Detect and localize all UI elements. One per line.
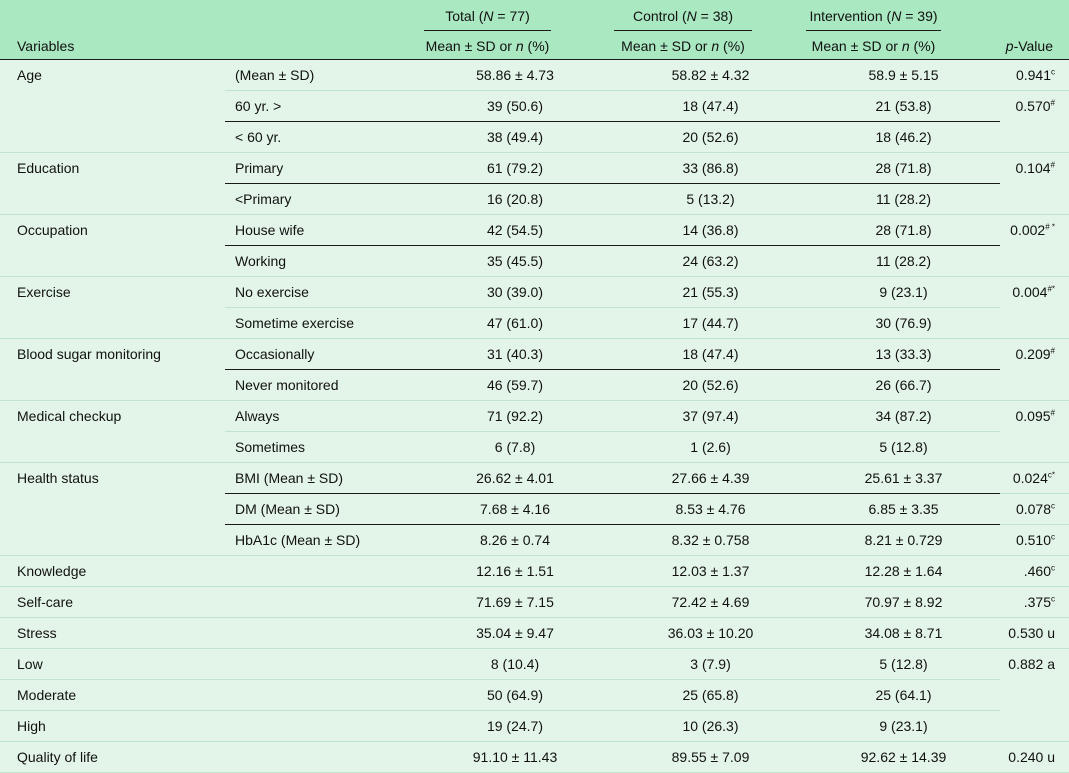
intervention-cell: 28 (71.8) (807, 153, 1000, 184)
p-value-footnote: # (1050, 408, 1055, 418)
intervention-cell: 5 (12.8) (807, 432, 1000, 463)
total-group-header: Total (N = 77) (424, 8, 551, 31)
p-value-footnote: c* (1047, 470, 1055, 480)
total-cell: 61 (79.2) (416, 153, 614, 184)
subgroup-cell: DM (Mean ± SD) (225, 494, 416, 525)
control-cell: 58.82 ± 4.32 (614, 60, 807, 91)
control-cell: 21 (55.3) (614, 277, 807, 308)
variable-cell: Self-care (0, 587, 225, 618)
table-row (0, 680, 1069, 711)
total-cell: 71.69 ± 7.15 (416, 587, 614, 618)
variable-cell: Stress (0, 618, 225, 649)
control-cell: 1 (2.6) (614, 432, 807, 463)
variable-cell: Low (0, 649, 225, 680)
variable-cell (0, 184, 225, 215)
total-cell: 35.04 ± 9.47 (416, 618, 614, 649)
total-cell: 8 (10.4) (416, 649, 614, 680)
p-value-cell (1000, 215, 1069, 246)
variable-cell: Moderate (0, 680, 225, 711)
table-body (0, 60, 1069, 773)
subgroup-cell (225, 711, 416, 742)
p-value-cell (1000, 91, 1069, 122)
subgroup-cell (225, 649, 416, 680)
p-value-cell (1000, 246, 1069, 277)
intervention-cell: 9 (23.1) (807, 277, 1000, 308)
variable-cell: High (0, 711, 225, 742)
table-row (0, 587, 1069, 618)
control-cell: 10 (26.3) (614, 711, 807, 742)
table-row (0, 463, 1069, 494)
intervention-cell: 34.08 ± 8.71 (807, 618, 1000, 649)
subgroup-cell (225, 618, 416, 649)
control-cell: 36.03 ± 10.20 (614, 618, 807, 649)
p-value: 0.002 (1010, 222, 1046, 238)
total-cell: 16 (20.8) (416, 184, 614, 215)
total-cell: 58.86 ± 4.73 (416, 60, 614, 91)
total-cell: 31 (40.3) (416, 339, 614, 370)
subgroup-cell: Always (225, 401, 416, 432)
p-value-footnote: #* (1047, 284, 1055, 294)
total-cell: 91.10 ± 11.43 (416, 742, 614, 773)
p-value-cell (1000, 308, 1069, 339)
subgroup-cell: Primary (225, 153, 416, 184)
intervention-cell: 70.97 ± 8.92 (807, 587, 1000, 618)
intervention-cell: 28 (71.8) (807, 215, 1000, 246)
p-value: 0.078 (1015, 501, 1051, 517)
variable-cell: Education (0, 153, 225, 184)
total-cell: 38 (49.4) (416, 122, 614, 153)
subgroup-cell: House wife (225, 215, 416, 246)
control-subheader: Mean ± SD or n (%) (621, 38, 745, 54)
control-cell: 17 (44.7) (614, 308, 807, 339)
intervention-cell: 25.61 ± 3.37 (807, 463, 1000, 494)
table-row (0, 649, 1069, 680)
p-value-cell (1000, 60, 1069, 91)
p-value-cell (1000, 122, 1069, 153)
control-cell: 20 (52.6) (614, 122, 807, 153)
p-value-cell (1000, 339, 1069, 370)
total-cell: 46 (59.7) (416, 370, 614, 401)
variable-cell: Medical checkup (0, 401, 225, 432)
subgroup-cell: Working (225, 246, 416, 277)
p-value: 0.941 (1015, 67, 1051, 83)
variable-cell (0, 494, 225, 525)
p-value-footnote: c (1051, 501, 1055, 511)
p-value-cell (1000, 494, 1069, 525)
p-value-cell (1000, 463, 1069, 494)
total-cell: 42 (54.5) (416, 215, 614, 246)
variable-cell (0, 525, 225, 556)
intervention-cell: 9 (23.1) (807, 711, 1000, 742)
table-row (0, 153, 1069, 184)
control-cell: 20 (52.6) (614, 370, 807, 401)
subgroup-cell (225, 556, 416, 587)
table-row (0, 184, 1069, 215)
control-cell: 37 (97.4) (614, 401, 807, 432)
intervention-cell: 21 (53.8) (807, 91, 1000, 122)
p-value: 0.024 (1012, 470, 1048, 486)
total-cell: 71 (92.2) (416, 401, 614, 432)
p-value-cell (1000, 680, 1069, 711)
intervention-cell: 11 (28.2) (807, 246, 1000, 277)
table-row (0, 494, 1069, 525)
p-value-footnote: c (1051, 67, 1055, 77)
p-value: 0.510 (1015, 532, 1051, 548)
variable-cell (0, 246, 225, 277)
subgroup-cell: Sometime exercise (225, 308, 416, 339)
control-cell: 12.03 ± 1.37 (614, 556, 807, 587)
p-value: 0.882 a (1008, 656, 1055, 672)
table-row (0, 525, 1069, 556)
p-value-cell (1000, 587, 1069, 618)
subgroup-cell: BMI (Mean ± SD) (225, 463, 416, 494)
intervention-cell: 26 (66.7) (807, 370, 1000, 401)
intervention-cell: 92.62 ± 14.39 (807, 742, 1000, 773)
variable-cell: Occupation (0, 215, 225, 246)
p-value-header: p-Value (1005, 38, 1053, 54)
total-cell: 30 (39.0) (416, 277, 614, 308)
p-value-footnote: c (1051, 563, 1055, 573)
total-subheader: Mean ± SD or n (%) (425, 38, 550, 54)
p-value: 0.104 (1015, 160, 1051, 176)
control-group-header: Control (N = 38) (614, 8, 752, 31)
intervention-cell: 58.9 ± 5.15 (807, 60, 1000, 91)
p-value-footnote: # * (1045, 222, 1055, 232)
control-cell: 33 (86.8) (614, 153, 807, 184)
p-value: 0.004 (1012, 284, 1048, 300)
variable-cell (0, 91, 225, 122)
table-row (0, 618, 1069, 649)
intervention-cell: 12.28 ± 1.64 (807, 556, 1000, 587)
control-cell: 8.53 ± 4.76 (614, 494, 807, 525)
table-row (0, 556, 1069, 587)
subgroup-cell: (Mean ± SD) (225, 60, 416, 91)
p-value-footnote: # (1050, 160, 1055, 170)
p-value-cell (1000, 618, 1069, 649)
p-value-cell (1000, 184, 1069, 215)
variable-cell: Blood sugar monitoring (0, 339, 225, 370)
subgroup-cell (225, 587, 416, 618)
variable-cell (0, 122, 225, 153)
total-cell: 12.16 ± 1.51 (416, 556, 614, 587)
p-value-footnote: # (1050, 346, 1055, 356)
subgroup-cell: Sometimes (225, 432, 416, 463)
p-value: 0.570 (1015, 98, 1051, 114)
p-value: .375 (1023, 594, 1051, 610)
intervention-cell: 6.85 ± 3.35 (807, 494, 1000, 525)
control-cell: 5 (13.2) (614, 184, 807, 215)
intervention-cell: 13 (33.3) (807, 339, 1000, 370)
p-value-footnote: c (1051, 532, 1055, 542)
p-value-cell (1000, 556, 1069, 587)
subgroup-cell: HbA1c (Mean ± SD) (225, 525, 416, 556)
control-cell: 24 (63.2) (614, 246, 807, 277)
total-cell: 50 (64.9) (416, 680, 614, 711)
control-cell: 3 (7.9) (614, 649, 807, 680)
control-cell: 18 (47.4) (614, 339, 807, 370)
p-value-cell (1000, 401, 1069, 432)
p-value-cell (1000, 525, 1069, 556)
table-row (0, 370, 1069, 401)
p-value-cell (1000, 711, 1069, 742)
table-row (0, 91, 1069, 122)
control-cell: 25 (65.8) (614, 680, 807, 711)
table-row (0, 711, 1069, 742)
intervention-cell: 8.21 ± 0.729 (807, 525, 1000, 556)
control-cell: 8.32 ± 0.758 (614, 525, 807, 556)
table-row (0, 246, 1069, 277)
p-value: 0.240 u (1008, 749, 1055, 765)
intervention-cell: 34 (87.2) (807, 401, 1000, 432)
table-row (0, 122, 1069, 153)
variable-cell: Knowledge (0, 556, 225, 587)
subgroup-cell: 60 yr. > (225, 91, 416, 122)
total-cell: 39 (50.6) (416, 91, 614, 122)
intervention-subheader: Mean ± SD or n (%) (811, 38, 936, 54)
p-value-cell (1000, 370, 1069, 401)
intervention-group-header: Intervention (N = 39) (806, 8, 941, 31)
table-header (0, 0, 1069, 60)
p-value: 0.209 (1015, 346, 1051, 362)
p-value-cell (1000, 649, 1069, 680)
p-value: 0.095 (1015, 408, 1051, 424)
control-cell: 89.55 ± 7.09 (614, 742, 807, 773)
table-row (0, 277, 1069, 308)
p-value-footnote: c (1051, 594, 1055, 604)
table-row (0, 339, 1069, 370)
intervention-cell: 11 (28.2) (807, 184, 1000, 215)
subgroup-cell: Occasionally (225, 339, 416, 370)
intervention-cell: 18 (46.2) (807, 122, 1000, 153)
subgroup-cell (225, 742, 416, 773)
p-value-cell (1000, 277, 1069, 308)
table-row (0, 401, 1069, 432)
variable-cell: Health status (0, 463, 225, 494)
variable-cell: Quality of life (0, 742, 225, 773)
variable-cell: Age (17, 67, 42, 83)
p-value-cell (1000, 153, 1069, 184)
table-row (0, 432, 1069, 463)
total-cell: 8.26 ± 0.74 (416, 525, 614, 556)
p-value-cell (1000, 742, 1069, 773)
variable-cell (0, 308, 225, 339)
table-row (0, 215, 1069, 246)
variable-cell (0, 370, 225, 401)
subgroup-cell (225, 680, 416, 711)
p-value-footnote: # (1050, 98, 1055, 108)
table-row (0, 60, 1069, 91)
total-cell: 47 (61.0) (416, 308, 614, 339)
subgroup-cell: <Primary (225, 184, 416, 215)
control-cell: 72.42 ± 4.69 (614, 587, 807, 618)
variable-cell: Exercise (0, 277, 225, 308)
total-cell: 26.62 ± 4.01 (416, 463, 614, 494)
variable-cell (0, 432, 225, 463)
intervention-cell: 25 (64.1) (807, 680, 1000, 711)
control-cell: 27.66 ± 4.39 (614, 463, 807, 494)
p-value: 0.530 u (1008, 625, 1055, 641)
subgroup-cell: No exercise (225, 277, 416, 308)
total-cell: 7.68 ± 4.16 (416, 494, 614, 525)
variables-header: Variables (17, 38, 75, 54)
table-row (0, 308, 1069, 339)
intervention-cell: 30 (76.9) (807, 308, 1000, 339)
control-cell: 18 (47.4) (614, 91, 807, 122)
subgroup-cell: < 60 yr. (225, 122, 416, 153)
control-cell: 14 (36.8) (614, 215, 807, 246)
p-value-cell (1000, 432, 1069, 463)
total-cell: 35 (45.5) (416, 246, 614, 277)
intervention-cell: 5 (12.8) (807, 649, 1000, 680)
total-cell: 19 (24.7) (416, 711, 614, 742)
subgroup-cell: Never monitored (225, 370, 416, 401)
total-cell: 6 (7.8) (416, 432, 614, 463)
p-value: .460 (1023, 563, 1051, 579)
table-row (0, 742, 1069, 773)
